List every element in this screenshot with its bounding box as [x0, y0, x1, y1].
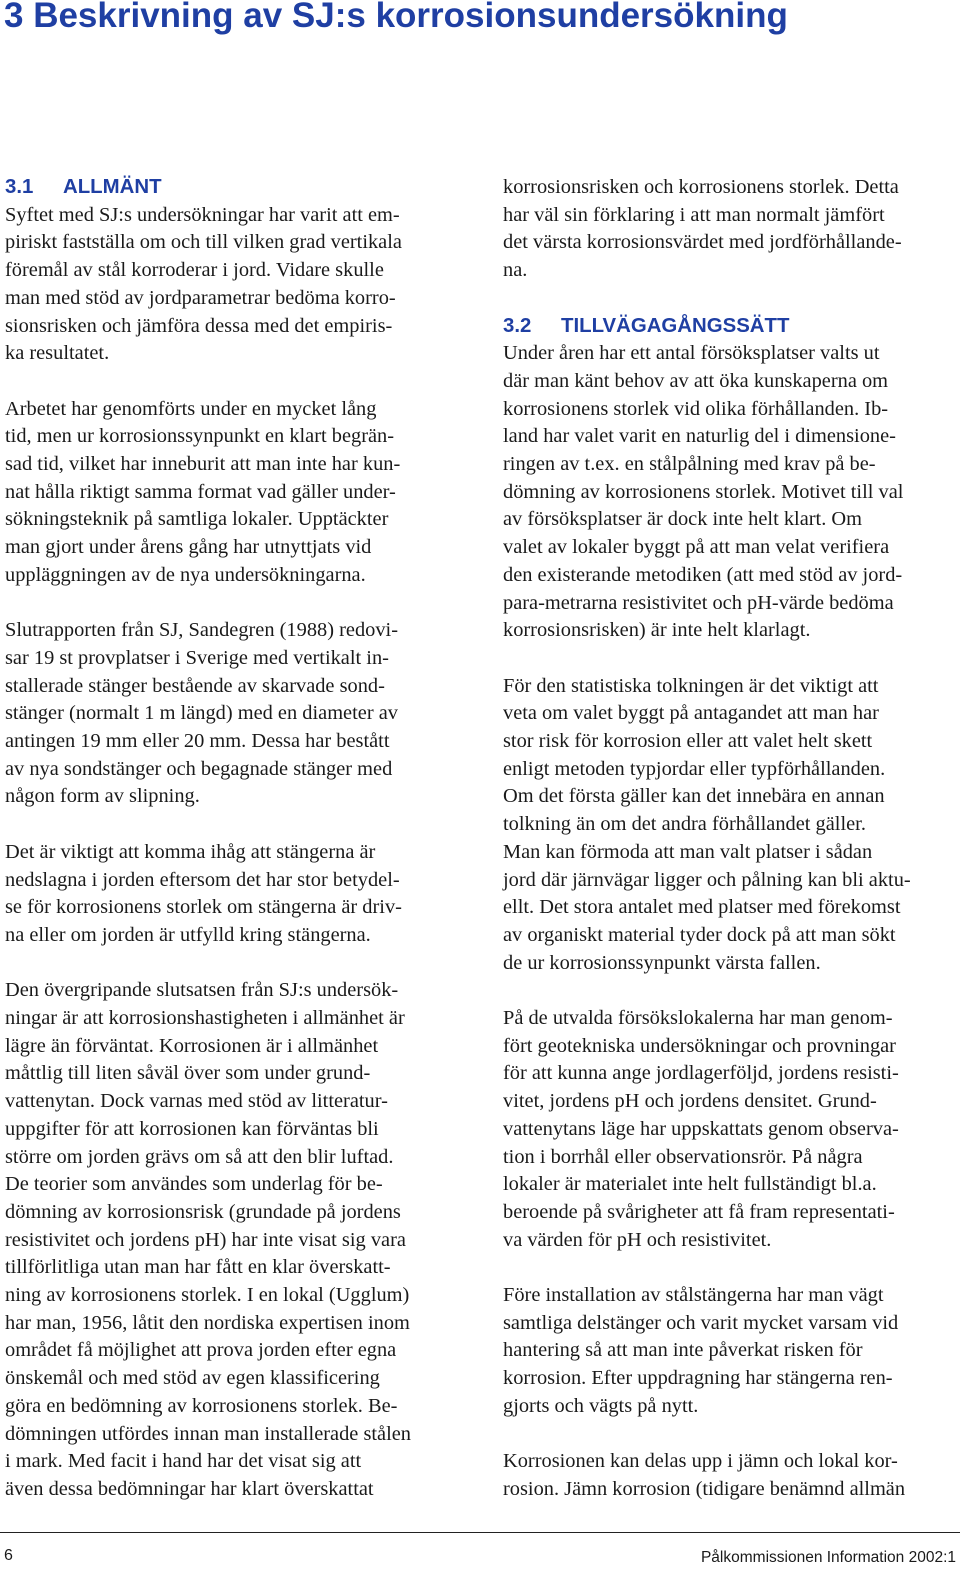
paragraph: På de utvalda försökslokalerna har man genom- fört geotekniska undersökningar och provningar för att kunna ange jordlagerföljd, jordens resisti- vitet, jordens pH och jordens densitet. Grund- vattenytans läge har uppskattats genom observa- tion i borrhål eller observationsrör. På några lokaler är materialet inte helt fullständigt bl.a. beroende på svårigheter att få fram representati- va värden för pH och resistivitet. — [503, 1007, 899, 1251]
footer-divider — [0, 1532, 960, 1533]
left-column — [5, 174, 457, 1504]
paragraph: Under åren har ett antal försöksplatser valts ut där man känt behov av att öka kunskaperna om korrosionens storlek vid olika förhållanden. Ib- land har valet varit en naturlig del i dimensione- ringen av t.ex. en stålpålning med krav på be- dömning av korrosionens storlek. Motivet till val av försöksplatser är dock inte helt klart. Om valet av lokaler byggt på att man velat verifiera den existerande metodiken (att med stöd av jord- para-metrarna resistivitet och pH-värde bedöma korrosionsrisken) är inte helt klarlagt. — [503, 342, 904, 642]
section-title: ALLMÄNT — [63, 176, 162, 198]
paragraph: Korrosionen kan delas upp i jämn och lokal kor- rosion. Jämn korrosion (tidigare benämnd allmän — [503, 1450, 906, 1500]
chapter-title: 3 Beskrivning av SJ:s korrosionsundersökning — [4, 0, 788, 35]
page-number: 6 — [4, 1547, 13, 1564]
right-column — [503, 174, 955, 1504]
paragraph: Den övergripande slutsatsen från SJ:s undersök- ningar är att korrosionshastigheten i allmänhet är lägre än förväntat. Korrosionen är i allmänhet måttlig till liten såväl över som under grund- vattenytan. Dock varnas med stöd av litteratur- uppgifter för att korrosionen kan förväntas bli större om jorden grävs om så att den blir luftad. De teorier som användes som underlag för be- dömning av korrosionsrisk (grundade på jordens resistivitet och jordens pH) har inte visat sig vara tillförlitliga utan man har fått en klar överskatt- ning av korrosionens storlek. I en lokal (Ugglum) har man, 1956, låtit den nordiska expertisen inom området få möjlighet att prova jorden efter egna önskemål och med stöd av egen klassificering göra en bedömning av korrosionens storlek. Be- dömningen utfördes innan man installerade stålen i mark. Med facit i hand har det visat sig att även dessa bedömningar har klart överskattat — [5, 979, 412, 1500]
section-heading-3-1 — [5, 174, 457, 202]
paragraph: Syftet med SJ:s undersökningar har varit att em- piriskt fastställa om och till vilken grad vertikala föremål av stål korroderar i jord. Vidare skulle man med stöd av jordparametrar bedöma korro- sionsrisken och jämföra dessa med det empiris- ka resultatet. — [5, 203, 402, 365]
paragraph: Före installation av stålstängerna har man vägt samtliga delstänger och varit mycket varsam vid hantering så att man inte påverkat risken för korrosion. Efter uppdragning har stängerna ren- gjorts och vägts på nytt. — [503, 1284, 899, 1417]
section-title: TILLVÄGAGÅNGSSÄTT — [561, 314, 790, 337]
page-footer — [0, 1532, 960, 1566]
publication-name: Pålkommissionen Information 2002:1 — [700, 1549, 956, 1566]
paragraph-continuation: korrosionsrisken och korrosionens storlek. Detta har väl sin förklaring i att man normalt jämfört det värsta korrosionsvärdet med jordförhållande- na. — [503, 176, 902, 282]
paragraph: Slutrapporten från SJ, Sandegren (1988) redovi- sar 19 st provplatser i Sverige med vertikalt in- stallerade stänger bestående av skarvade sond- stänger (normalt 1 m längd) med en diameter av antingen 19 mm eller 20 mm. Dessa har bestått av nya sondstänger och begagnade stänger med någon form av slipning. — [5, 619, 398, 808]
paragraph: För den statistiska tolkningen är det viktigt att veta om valet byggt på antagandet att man har stor risk för korrosion eller att valet helt skett enligt metoden typjordar eller typförhållanden. Om det första gäller kan det innebära en annan tolkning än om det andra förhållandet gäller. Man kan förmoda att man valt platser i sådan jord där järnvägar ligger och pålning kan bli aktu- ellt. Det stora antalet med platser med förekomst av organiskt material tyder dock på att man sökt de ur korrosionssynpunkt värsta fallen. — [503, 674, 911, 974]
section-number: 3.1 — [5, 176, 34, 198]
section-heading-3-2 — [503, 313, 955, 341]
section-number: 3.2 — [503, 314, 532, 337]
paragraph: Arbetet har genomförts under en mycket lång tid, men ur korrosionssynpunkt en klart begrän- sad tid, vilket har inneburit att man inte har kun- nat hålla riktigt samma format vad gäller under- sökningsteknik på samtliga lokaler. Upptäckter man gjort under årens gång har utnyttjats vid uppläggningen av de nya undersökningarna. — [5, 397, 401, 586]
paragraph: Det är viktigt att komma ihåg att stängerna är nedslagna i jorden eftersom det har stor betydel- se för korrosionens storlek om stängerna är driv- na eller om jorden är utfylld kring stängerna. — [5, 840, 402, 946]
